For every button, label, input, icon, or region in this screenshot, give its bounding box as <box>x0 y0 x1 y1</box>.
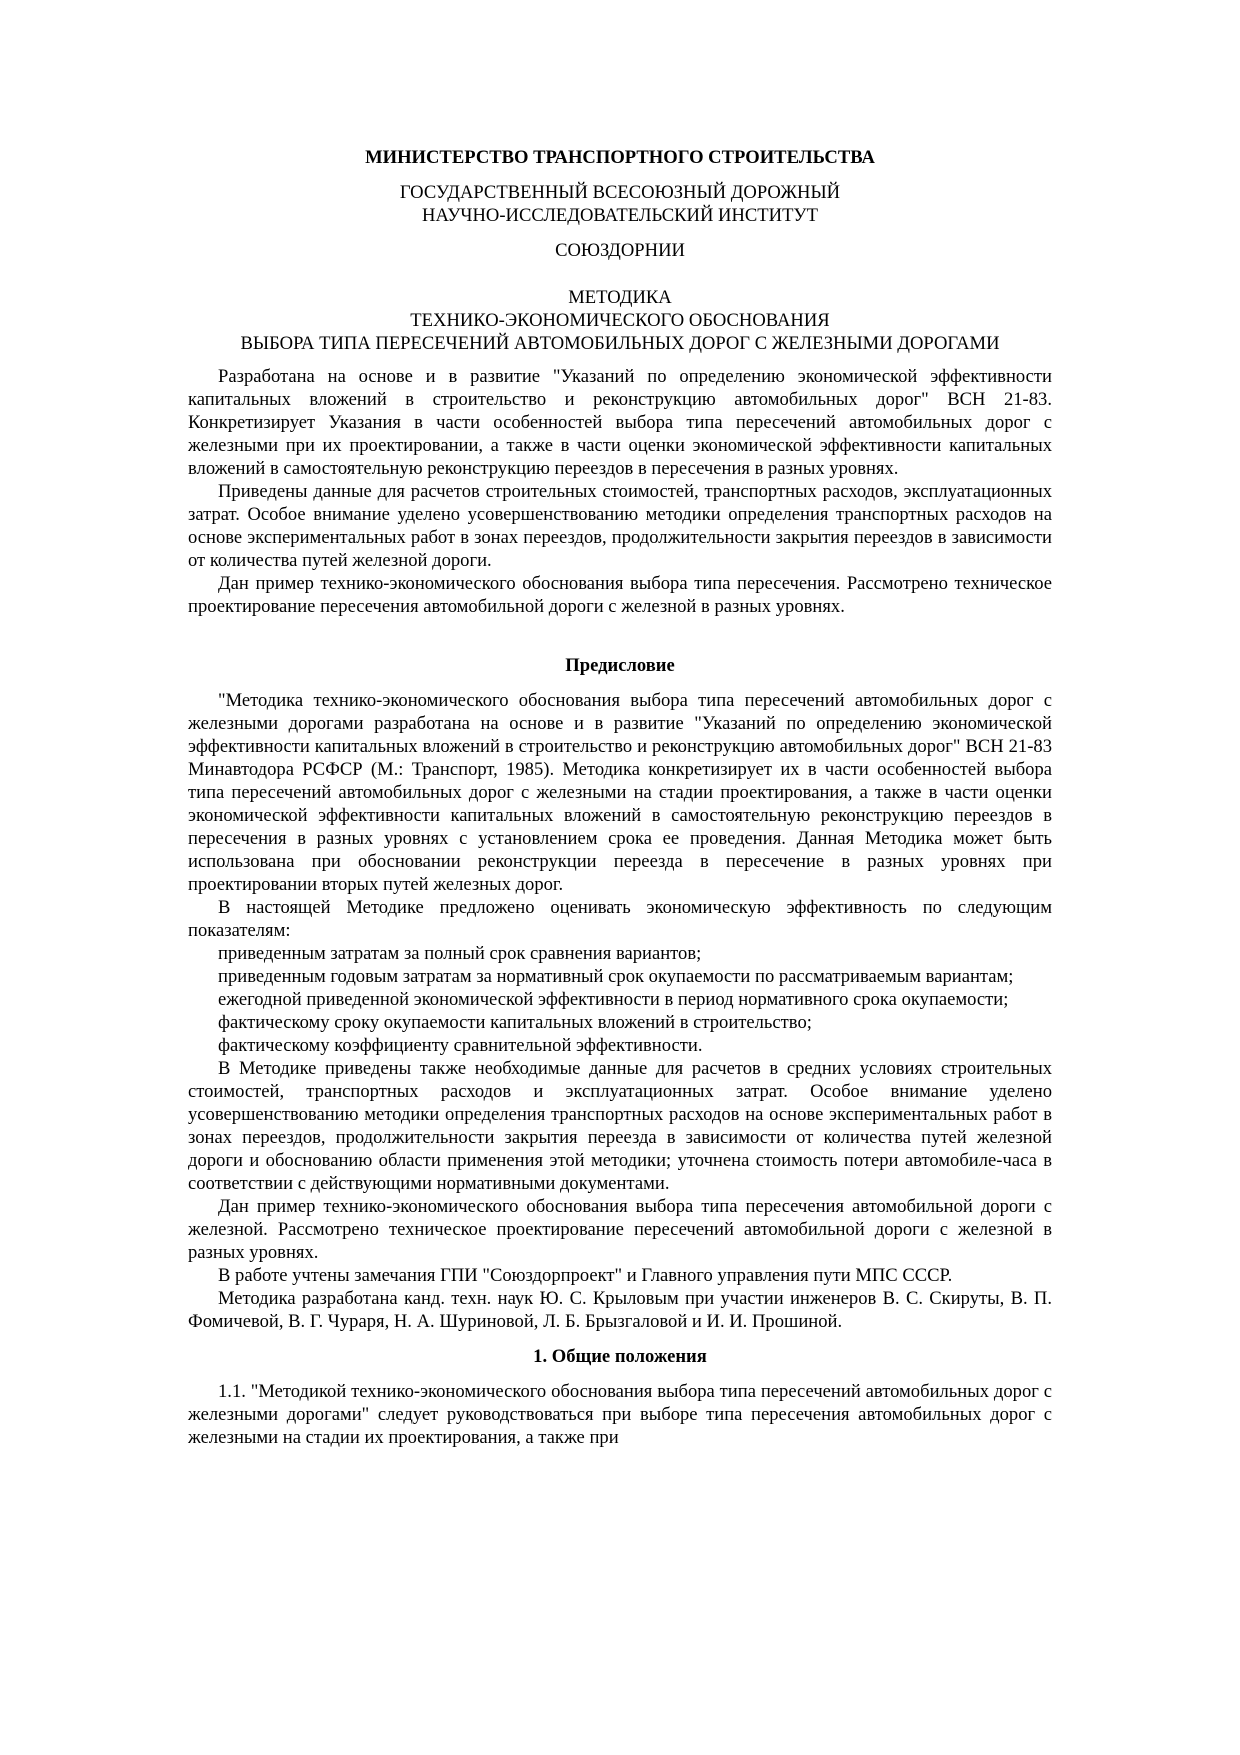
foreword <box>188 689 1052 1333</box>
section-1-heading: 1. Общие положения <box>533 1346 707 1367</box>
section-1 <box>188 1380 1052 1449</box>
abstract-paragraph-1: Разработана на основе и в развитие "Указаний по определению экономической эффективности капитальных вложений в строительство и реконструкцию автомобильных дорог" ВСН 21-83. Конкретизирует Указания в части особенностей выбора типа пересечений автомобильных дорог с железными при их проектировании, а также в части оценки экономической эффективности капитальных вложений в самостоятельную реконструкцию переездов в пересечения в разных уровнях. <box>188 366 1052 479</box>
document-title-line-3: ВЫБОРА ТИПА ПЕРЕСЕЧЕНИЙ АВТОМОБИЛЬНЫХ ДОРОГ С ЖЕЛЕЗНЫМИ ДОРОГАМИ <box>240 333 1000 354</box>
foreword-paragraph-3: В Методике приведены также необходимые данные для расчетов в средних условиях строительных стоимостей, транспортных расходов и эксплуатационных затрат. Особое внимание уделено усовершенствованию методики определения транспортных расходов на основе экспериментальных работ в зонах переездов, продолжительности закрытия переезда в зависимости от количества путей железной дороги и обоснованию области применения этой методики; уточнена стоимость потери автомобиле-часа в соответствии с действующими нормативными документами. <box>188 1058 1052 1194</box>
document-title <box>188 286 1052 355</box>
abstract-paragraph-3: Дан пример технико-экономического обоснования выбора типа пересечения. Рассмотрено техническое проектирование пересечения автомобильной дороги с железной в разных уровнях. <box>188 573 1052 617</box>
foreword-heading: Предисловие <box>565 655 675 676</box>
foreword-paragraph-2: В настоящей Методике предложено оценивать экономическую эффективность по следующим показателям: <box>188 897 1052 941</box>
indicator-list-item: приведенным годовым затратам за нормативный срок окупаемости по рассматриваемым вариантам; <box>218 966 1014 987</box>
foreword-paragraph-4: Дан пример технико-экономического обоснования выбора типа пересечения автомобильной дороги с железной. Рассмотрено техническое проектирование пересечений автомобильной дороги с железной в разных уровнях. <box>188 1196 1052 1263</box>
document-page <box>188 146 1052 1449</box>
foreword-paragraph-5: В работе учтены замечания ГПИ "Союздорпроект" и Главного управления пути МПС СССР. <box>218 1265 953 1286</box>
ministry-heading: МИНИСТЕРСТВО ТРАНСПОРТНОГО СТРОИТЕЛЬСТВА <box>365 147 875 168</box>
abstract-paragraph-2: Приведены данные для расчетов строительных стоимостей, транспортных расходов, эксплуатационных затрат. Особое внимание уделено усовершенствованию методики определения транспортных расходов на основе экспериментальных работ в зонах переездов, продолжительности закрытия переездов в зависимости от количества путей железной дороги. <box>188 481 1052 571</box>
institute-name <box>188 181 1052 227</box>
foreword-paragraph-1: "Методика технико-экономического обоснования выбора типа пересечений автомобильных дорог с железными дорогами разработана на основе и в развитие "Указаний по определению экономической эффективности капитальных вложений в строительство и реконструкцию автомобильных дорог" ВСН 21-83 Минавтодора РСФСР (М.: Транспорт, 1985). Методика конкретизирует их в части особенностей выбора типа пересечений автомобильных дорог с железными на стадии проектирования, а также в части оценки экономической эффективности капитальных вложений в самостоятельную реконструкцию переездов в пересечения в разных уровнях с установлением срока ее проведения. Данная Методика может быть использована при обосновании реконструкции переезда в пересечение в разных уровнях при проектировании вторых путей железных дорог. <box>188 690 1052 895</box>
abstract <box>188 365 1052 618</box>
document-title-line-2: ТЕХНИКО-ЭКОНОМИЧЕСКОГО ОБОСНОВАНИЯ <box>410 310 830 331</box>
indicator-list-item: ежегодной приведенной экономической эффективности в период нормативного срока окупаемости; <box>218 989 1009 1010</box>
section-1-paragraph-1: 1.1. "Методикой технико-экономического обоснования выбора типа пересечений автомобильных дорог с железными дорогами" следует руководствоваться при выборе типа пересечения автомобильных дорог с железными на стадии их проектирования, а также при <box>188 1381 1052 1448</box>
indicator-list-item: приведенным затратам за полный срок сравнения вариантов; <box>218 943 702 964</box>
indicator-list-item: фактическому коэффициенту сравнительной эффективности. <box>218 1035 703 1056</box>
document-title-line-1: МЕТОДИКА <box>568 287 672 308</box>
indicator-list-item: фактическому сроку окупаемости капитальных вложений в строительство; <box>218 1012 812 1033</box>
institute-name-line-2: НАУЧНО-ИССЛЕДОВАТЕЛЬСКИЙ ИНСТИТУТ <box>422 205 818 226</box>
organization-name: СОЮЗДОРНИИ <box>555 240 685 261</box>
foreword-paragraph-6: Методика разработана канд. техн. наук Ю. С. Крыловым при участии инженеров В. С. Скируты, В. П. Фомичевой, В. Г. Чураря, Н. А. Шуриновой, Л. Б. Брызгаловой и И. И. Прошиной. <box>188 1288 1052 1332</box>
institute-name-line-1: ГОСУДАРСТВЕННЫЙ ВСЕСОЮЗНЫЙ ДОРОЖНЫЙ <box>399 182 841 203</box>
